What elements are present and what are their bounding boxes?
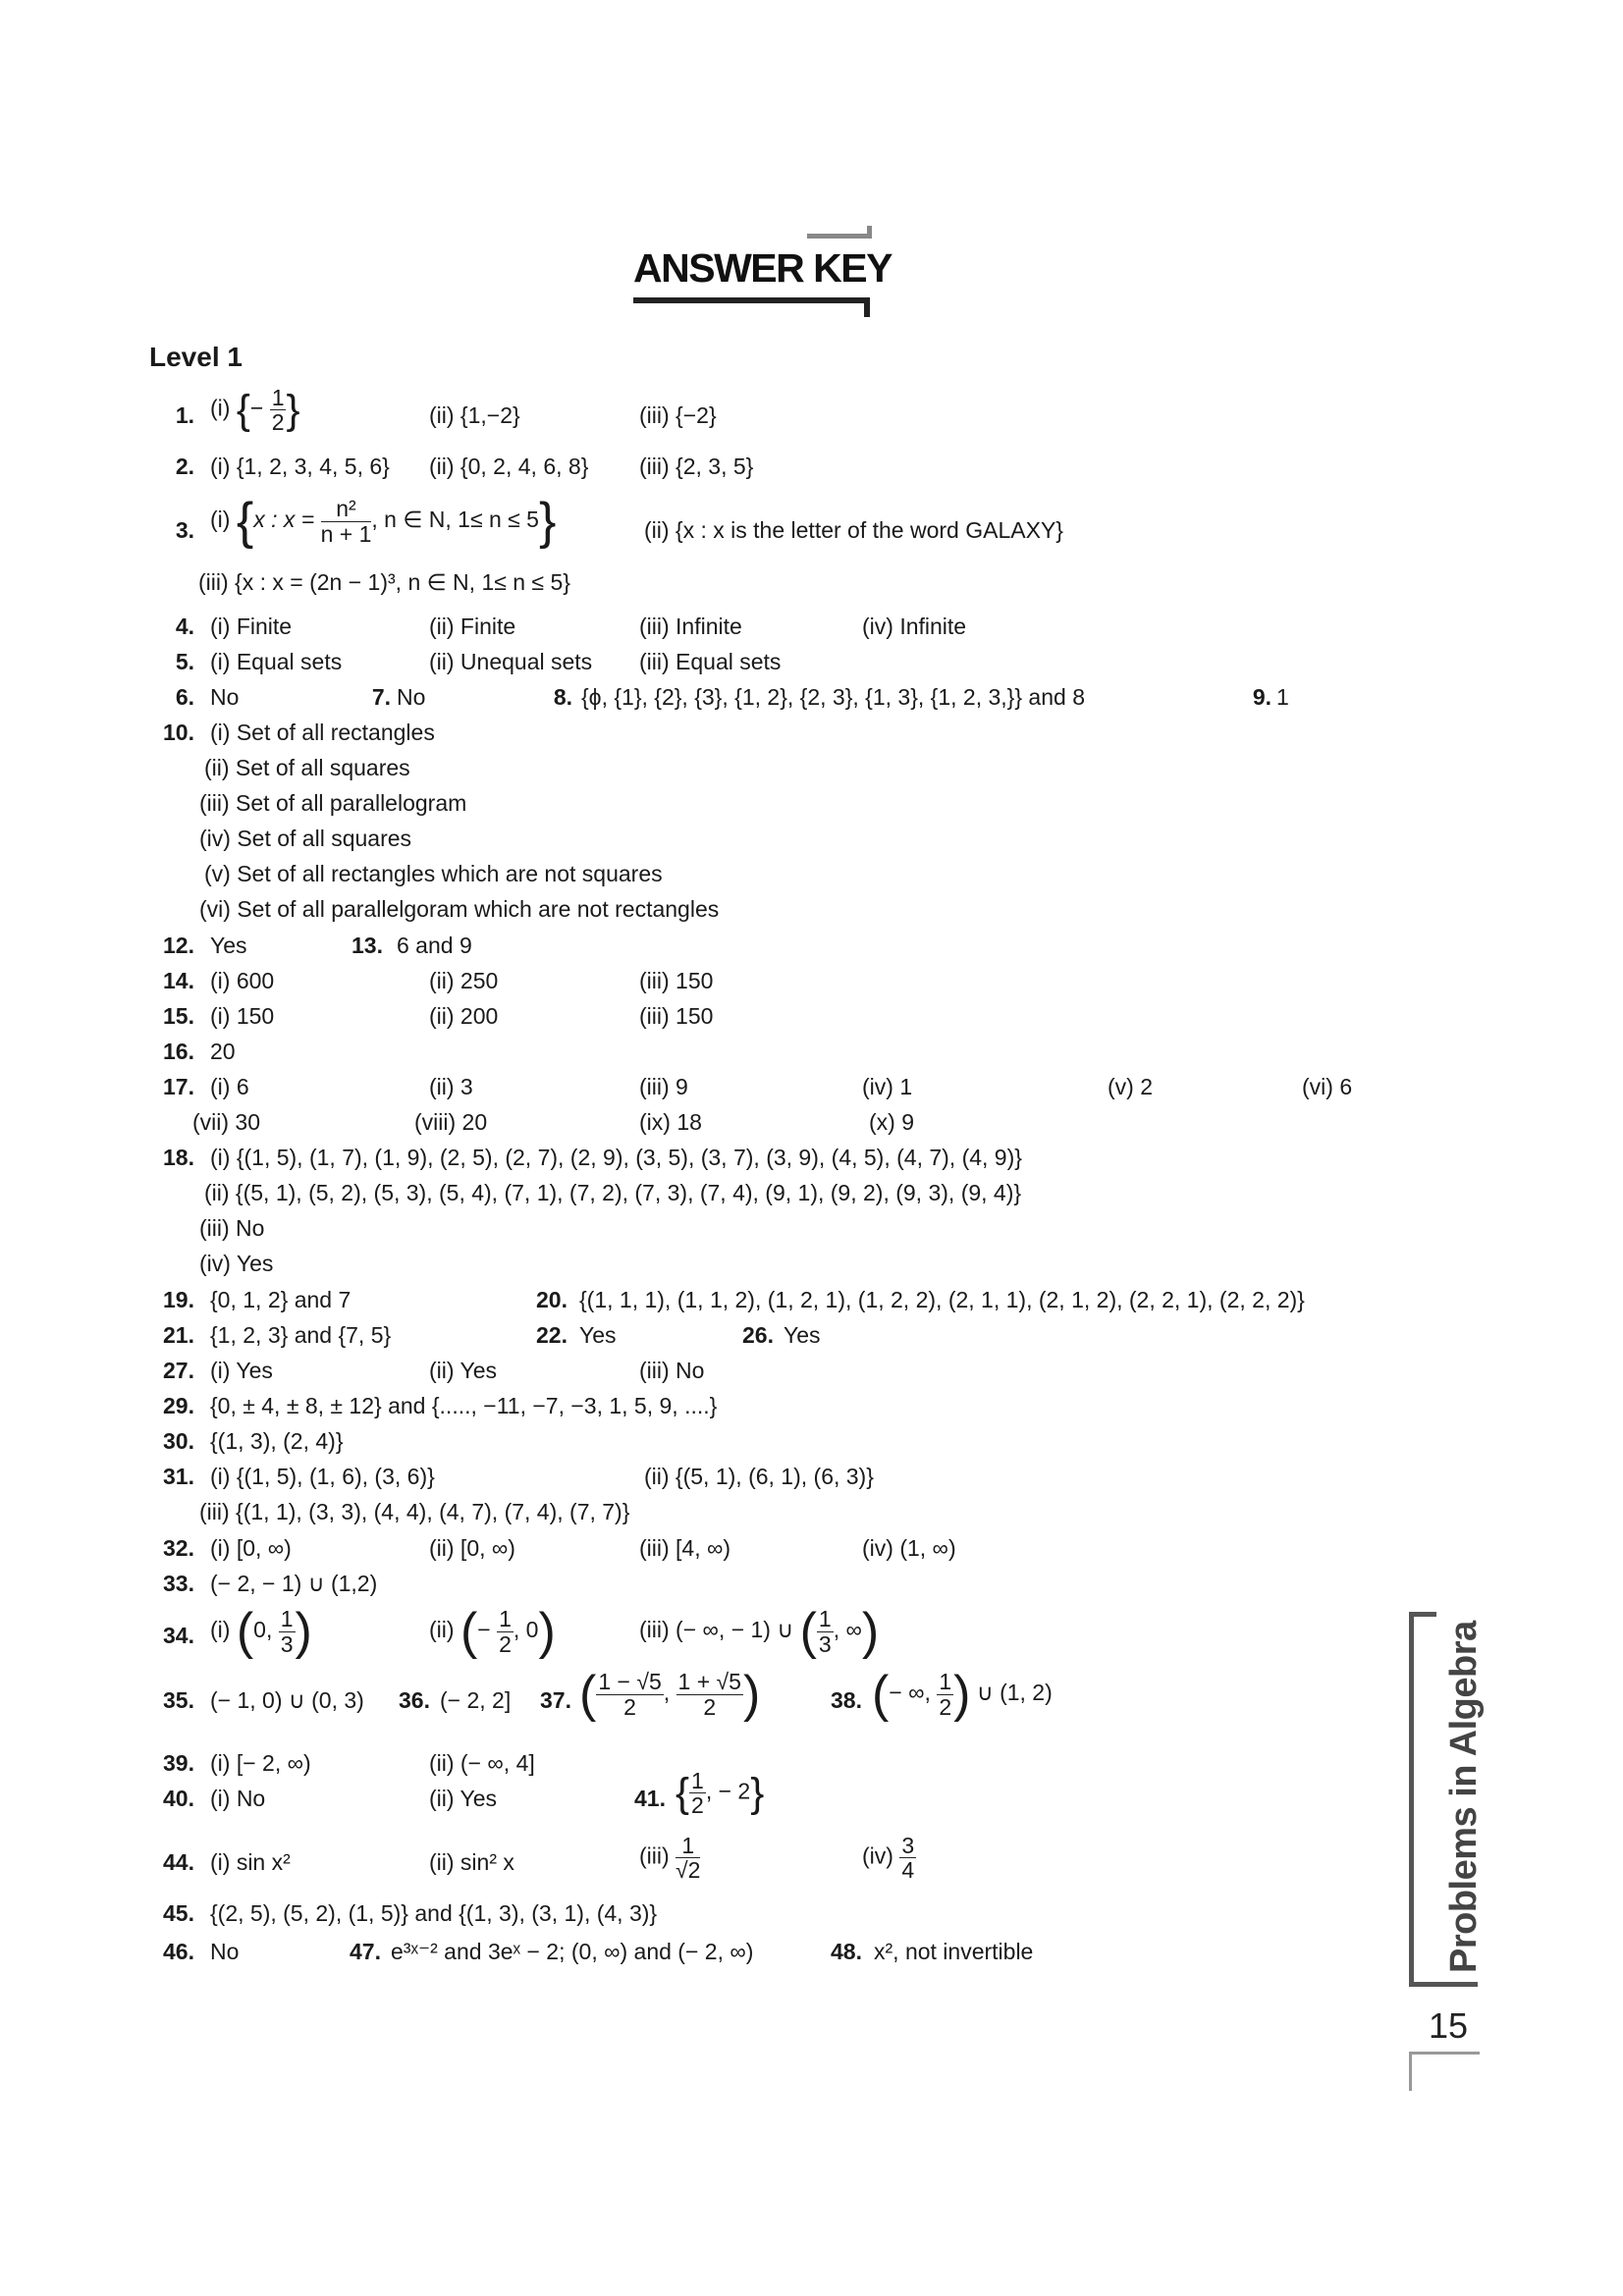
q4-part-ii: (ii) Finite (429, 614, 516, 639)
q34-number: 34. (163, 1623, 194, 1648)
q14-part-ii: (ii) 250 (429, 968, 499, 993)
q29-answer: {0, ± 4, ± 8, ± 12} and {....., −11, −7, −3, 1, 5, 9, ....} (210, 1393, 718, 1418)
q4-number: 4. (175, 614, 194, 639)
q29-number: 29. (163, 1393, 194, 1418)
q5-number: 5. (175, 649, 194, 674)
q15-part-iii: (iii) 150 (639, 1003, 714, 1029)
q26-number: 26. (742, 1322, 774, 1348)
q10-part-iv: (iv) Set of all squares (199, 826, 412, 851)
page-number-rule (1409, 2052, 1480, 2055)
q40-part-i: (i) No (210, 1786, 266, 1811)
q2-part-ii: (ii) {0, 2, 4, 6, 8} (429, 454, 589, 479)
title-underline-tick (864, 297, 870, 317)
q10-part-iii: (iii) Set of all parallelogram (199, 790, 467, 816)
q9-number: 9. (1252, 684, 1271, 710)
q17-part-vi: (vi) 6 (1302, 1074, 1353, 1099)
q1-number: 1. (175, 402, 194, 428)
q1-i-numerator: 1 (271, 385, 285, 410)
q12-number: 12. (163, 933, 194, 958)
q8-number: 8. (553, 684, 572, 710)
q21-number: 21. (163, 1322, 194, 1348)
q18-part-iv: (iv) Yes (199, 1251, 274, 1276)
q17-part-ii: (ii) 3 (429, 1074, 473, 1099)
q8-answer: {ϕ, {1}, {2}, {3}, {1, 2}, {2, 3}, {1, 3}, {1, 2, 3,}} and 8 (581, 684, 1085, 710)
q32-part-iii: (iii) [4, ∞) (639, 1535, 731, 1561)
q41-numerator: 1 (691, 1768, 704, 1793)
q1-part-i: (i) {− $\frac{1}{2}$ } (210, 385, 300, 436)
q46-number: 46. (163, 1939, 194, 1964)
q39-part-ii: (ii) (− ∞, 4] (429, 1750, 535, 1776)
q34-i-lower: 0, (253, 1617, 273, 1643)
q41-answer: { $\frac{1}{2}$ , − 2} (676, 1768, 765, 1819)
q15-part-i: (i) 150 (210, 1003, 275, 1029)
title-decoration-top-tick (867, 226, 872, 239)
q34-i-label: (i) (210, 1617, 231, 1643)
q20-answer: {(1, 1, 1), (1, 1, 2), (1, 2, 1), (1, 2, 2), (2, 1, 1), (2, 1, 2), (2, 2, 1), (2, 2, 2)} (579, 1287, 1305, 1312)
q44-iii-label: (iii) (639, 1842, 670, 1869)
q44-iii-denominator: √2 (676, 1857, 701, 1884)
q44-number: 44. (163, 1849, 194, 1875)
q39-part-i: (i) [− 2, ∞) (210, 1750, 311, 1776)
q26-answer: Yes (784, 1322, 821, 1348)
q19-answer: {0, 1, 2} and 7 (210, 1287, 352, 1312)
title-decoration-top (807, 234, 872, 239)
q34-i-denominator: 3 (280, 1630, 294, 1657)
q38-numerator: 1 (939, 1669, 952, 1695)
q38-answer: (− ∞, $\frac{1}{2}$ ) ∪ (1, 2) (872, 1666, 1053, 1723)
q40-number: 40. (163, 1786, 194, 1811)
side-tab-bottom (1409, 1982, 1478, 1987)
q10-part-ii: (ii) Set of all squares (204, 755, 410, 780)
q7-answer: No (397, 684, 426, 710)
q19-number: 19. (163, 1287, 194, 1312)
q5-part-ii: (ii) Unequal sets (429, 649, 593, 674)
q34-iii-label: (iii) (− ∞, − 1) ∪ (639, 1617, 794, 1643)
q20-number: 20. (536, 1287, 568, 1312)
q5-part-iii: (iii) Equal sets (639, 649, 782, 674)
q34-ii-upper: , 0 (513, 1617, 539, 1643)
q10-part-vi: (vi) Set of all parallelgoram which are not rectangles (199, 896, 720, 922)
q39-number: 39. (163, 1750, 194, 1776)
q48-number: 48. (831, 1939, 862, 1964)
q44-iii-numerator: 1 (676, 1834, 700, 1858)
q17-part-ix: (ix) 18 (639, 1109, 702, 1135)
q34-ii-sign: − (477, 1617, 491, 1643)
q44-part-iv (862, 1834, 916, 1882)
page-number-stem (1409, 2052, 1412, 2091)
q3-i-condition: , n ∈ N, 1≤ n ≤ 5 (371, 507, 539, 533)
q1-i-label: (i) (210, 395, 231, 421)
q13-answer: 6 and 9 (397, 933, 472, 958)
q31-part-iii: (iii) {(1, 1), (3, 3), (4, 4), (4, 7), (7, 4), (7, 7)} (199, 1499, 630, 1524)
q6-answer: No (210, 684, 240, 710)
q13-number: 13. (352, 933, 383, 958)
q31-part-i: (i) {(1, 5), (1, 6), (3, 6)} (210, 1464, 435, 1489)
q33-answer: (− 2, − 1) ∪ (1,2) (210, 1571, 378, 1596)
q37-answer: ( $\frac{1 - √5}{2}$ , $\frac{1 + √5}{2}$ ) (579, 1666, 761, 1723)
q41-second: , − 2 (705, 1778, 751, 1804)
q18-part-ii: (ii) {(5, 1), (5, 2), (5, 3), (5, 4), (7, 1), (7, 2), (7, 3), (7, 4), (9, 1), (9, 2), (9, 3), (9, 4)} (204, 1180, 1022, 1205)
q44-part-iii (639, 1834, 700, 1882)
q38-number: 38. (831, 1687, 862, 1713)
q34-part-ii: (ii) (− $\frac{1}{2}$ , 0) (429, 1603, 556, 1660)
q34-iii-upper: , ∞ (833, 1617, 862, 1643)
q47-number: 47. (350, 1939, 381, 1964)
q3-i-label: (i) (210, 507, 231, 533)
q37-number: 37. (540, 1687, 571, 1713)
q30-number: 30. (163, 1428, 194, 1454)
q17-part-v: (v) 2 (1108, 1074, 1153, 1099)
q36-number: 36. (399, 1687, 430, 1713)
q3-part-i: (i) {x : x = $\frac{\text{n²}}{n + 1}$ , n ∈ N, 1≤ n ≤ 5} (210, 493, 557, 550)
q9-answer: 1 (1276, 684, 1289, 710)
q4-part-iv: (iv) Infinite (862, 614, 967, 639)
q3-i-numerator: n² (321, 497, 372, 521)
q32-part-i: (i) [0, ∞) (210, 1535, 292, 1561)
title-underline (633, 297, 869, 303)
q2-number: 2. (175, 454, 194, 479)
q16-number: 16. (163, 1039, 194, 1064)
q3-number: 3. (175, 517, 194, 543)
q17-part-iv: (iv) 1 (862, 1074, 913, 1099)
q33-number: 33. (163, 1571, 194, 1596)
q22-answer: Yes (579, 1322, 617, 1348)
q36-answer: (− 2, 2] (440, 1687, 512, 1713)
q2-part-iii: (iii) {2, 3, 5} (639, 454, 754, 479)
q5-part-i: (i) Equal sets (210, 649, 343, 674)
side-label: Problems in Algebra (1443, 1621, 1485, 1973)
q10-part-i: (i) Set of all rectangles (210, 720, 435, 745)
q34-part-iii: (iii) (− ∞, − 1) ∪ ( $\frac{1}{3}$ , ∞) (639, 1603, 880, 1660)
q35-number: 35. (163, 1687, 194, 1713)
q3-i-denominator: n + 1 (320, 520, 372, 547)
q10-part-v: (v) Set of all rectangles which are not squares (204, 861, 663, 886)
q37-numerator-1: 1 − √5 (598, 1669, 662, 1695)
q44-part-i: (i) sin x² (210, 1849, 291, 1875)
q34-ii-denominator: 2 (499, 1630, 512, 1657)
q6-number: 6. (175, 684, 194, 710)
q34-i-numerator: 1 (280, 1606, 294, 1632)
q2-part-i: (i) {1, 2, 3, 4, 5, 6} (210, 454, 390, 479)
q32-part-ii: (ii) [0, ∞) (429, 1535, 515, 1561)
q22-number: 22. (536, 1322, 568, 1348)
q1-i-sign: − (249, 395, 264, 421)
q27-part-ii: (ii) Yes (429, 1358, 498, 1383)
q27-number: 27. (163, 1358, 194, 1383)
q7-number: 7. (371, 684, 391, 710)
q34-ii-numerator: 1 (499, 1606, 512, 1632)
q38-lower: − ∞, (889, 1680, 931, 1706)
q44-iv-label: (iv) (862, 1842, 893, 1869)
q17-part-i: (i) 6 (210, 1074, 249, 1099)
level-heading: Level 1 (149, 342, 243, 372)
q1-i-denominator: 2 (271, 409, 285, 436)
q35-answer: (− 1, 0) ∪ (0, 3) (210, 1687, 364, 1713)
q1-part-iii: (iii) {−2} (639, 402, 717, 428)
q34-iii-denominator: 3 (818, 1630, 832, 1657)
q37-denominator-2: 2 (703, 1693, 717, 1720)
q34-ii-label: (ii) (429, 1617, 455, 1643)
q37-numerator-2: 1 + √5 (677, 1669, 741, 1695)
q17-part-x: (x) 9 (869, 1109, 914, 1135)
q3-part-iii: (iii) {x : x = (2n − 1)³, n ∈ N, 1≤ n ≤ 5} (198, 569, 570, 595)
q45-number: 45. (163, 1900, 194, 1926)
q45-answer: {(2, 5), (5, 2), (1, 5)} and {(1, 3), (3, 1), (4, 3)} (210, 1900, 658, 1926)
q17-part-vii: (vii) 30 (192, 1109, 261, 1135)
q47-answer: e³ˣ⁻² and 3eˣ − 2; (0, ∞) and (− 2, ∞) (391, 1939, 754, 1964)
q12-answer: Yes (210, 933, 247, 958)
q3-i-expression: x : x = (253, 507, 315, 533)
q21-answer: {1, 2, 3} and {7, 5} (210, 1322, 392, 1348)
q38-denominator: 2 (939, 1693, 952, 1720)
q17-part-viii: (viii) 20 (414, 1109, 488, 1135)
q44-part-ii: (ii) sin² x (429, 1849, 514, 1875)
q1-part-ii: (ii) {1,−2} (429, 402, 520, 428)
q41-denominator: 2 (691, 1792, 704, 1819)
q27-part-i: (i) Yes (210, 1358, 273, 1383)
q18-number: 18. (163, 1145, 194, 1170)
page-title: ANSWER KEY (633, 245, 892, 291)
q38-union: ∪ (1, 2) (976, 1680, 1053, 1706)
q48-answer: x², not invertible (874, 1939, 1034, 1964)
q30-answer: {(1, 3), (2, 4)} (210, 1428, 344, 1454)
q14-part-i: (i) 600 (210, 968, 275, 993)
q4-part-iii: (iii) Infinite (639, 614, 742, 639)
q14-part-iii: (iii) 150 (639, 968, 714, 993)
q27-part-iii: (iii) No (639, 1358, 705, 1383)
q41-number: 41. (634, 1786, 666, 1811)
q3-part-ii: (ii) {x : x is the letter of the word GALAXY} (644, 517, 1063, 543)
page-number: 15 (1429, 2005, 1469, 2046)
q40-part-ii: (ii) Yes (429, 1786, 498, 1811)
q44-iv-numerator: 3 (901, 1833, 915, 1858)
q17-part-iii: (iii) 9 (639, 1074, 688, 1099)
q17-number: 17. (163, 1074, 194, 1099)
side-tab-bar (1409, 1612, 1414, 1987)
q32-number: 32. (163, 1535, 194, 1561)
q31-number: 31. (163, 1464, 194, 1489)
q10-number: 10. (163, 720, 194, 745)
q31-part-ii: (ii) {(5, 1), (6, 1), (6, 3)} (644, 1464, 874, 1489)
q46-answer: No (210, 1939, 240, 1964)
q16-answer: 20 (210, 1039, 236, 1064)
q18-part-i: (i) {(1, 5), (1, 7), (1, 9), (2, 5), (2, 7), (2, 9), (3, 5), (3, 7), (3, 9), (4, 5), (4, 7), (4, 9)} (210, 1145, 1022, 1170)
q44-iv-denominator: 4 (901, 1857, 915, 1884)
q15-part-ii: (ii) 200 (429, 1003, 499, 1029)
q15-number: 15. (163, 1003, 194, 1029)
q4-part-i: (i) Finite (210, 614, 293, 639)
q32-part-iv: (iv) (1, ∞) (862, 1535, 956, 1561)
q34-iii-numerator: 1 (818, 1606, 832, 1632)
q14-number: 14. (163, 968, 194, 993)
q18-part-iii: (iii) No (199, 1215, 265, 1241)
q34-part-i: (i) (0, $\frac{1}{3}$ ) (210, 1603, 312, 1660)
q37-denominator-1: 2 (623, 1693, 636, 1720)
